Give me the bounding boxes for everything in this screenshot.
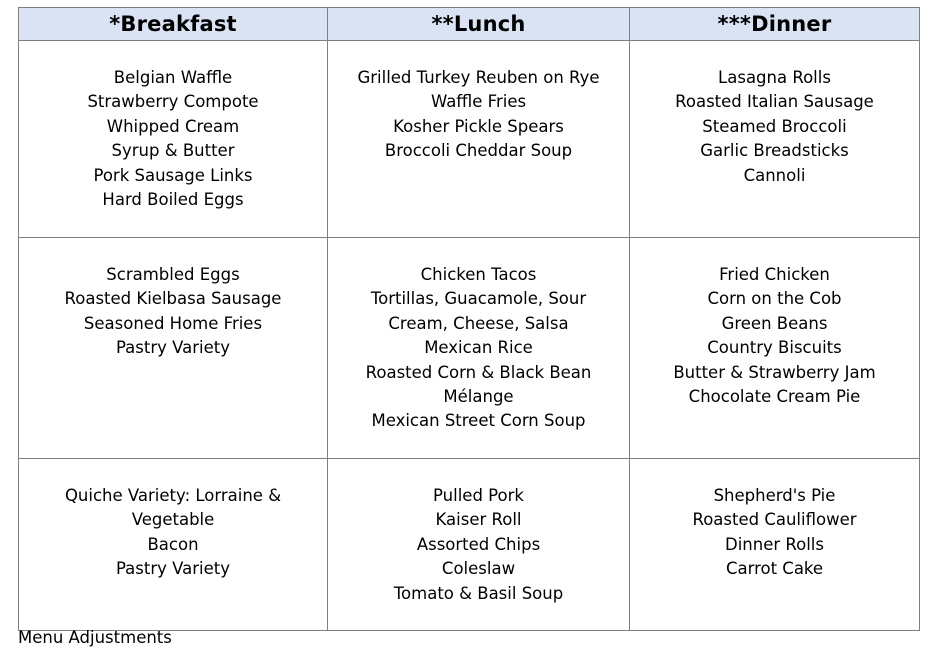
menu-table: [18, 7, 920, 631]
menu-item: Quiche Variety: Lorraine & Vegetable: [64, 486, 282, 530]
header-lunch: **Lunch: [328, 8, 630, 41]
menu-cell: [630, 41, 920, 238]
menu-item: Country Biscuits: [707, 338, 842, 358]
menu-item: Waffle Fries: [430, 92, 527, 112]
menu-item: Steamed Broccoli: [702, 116, 847, 136]
menu-item: Mexican Street Corn Soup: [371, 411, 586, 431]
menu-item-list: [53, 484, 293, 582]
menu-item: Syrup & Butter: [111, 141, 235, 161]
menu-item: Kaiser Roll: [435, 510, 522, 530]
menu-item: Corn on the Cob: [707, 289, 842, 309]
menu-item: Scrambled Eggs: [106, 265, 240, 284]
menu-item: Green Beans: [721, 313, 828, 333]
menu-item: Kosher Pickle Spears: [393, 116, 564, 136]
menu-item: Butter & Strawberry Jam: [673, 362, 876, 382]
menu-item-list: [354, 66, 604, 164]
menu-cell: [328, 41, 630, 238]
header-row: [19, 8, 920, 41]
menu-item-list: [660, 66, 890, 188]
menu-cell: [328, 459, 630, 631]
menu-item: Pulled Pork: [433, 486, 524, 505]
menu-item: Tortillas, Guacamole, Sour Cream, Cheese, Salsa: [370, 289, 587, 333]
menu-cell: [19, 459, 328, 631]
menu-item: Garlic Breadsticks: [700, 141, 849, 161]
menu-item: Strawberry Compote: [87, 92, 259, 112]
menu-cell: [630, 459, 920, 631]
menu-item: Whipped Cream: [106, 116, 240, 136]
menu-item: Pastry Variety: [115, 559, 231, 579]
menu-item: Tomato & Basil Soup: [393, 583, 564, 603]
menu-item-list: [354, 263, 604, 434]
menu-item: Fried Chicken: [719, 265, 830, 284]
header-dinner: ***Dinner: [630, 8, 920, 41]
menu-item: Roasted Italian Sausage: [675, 92, 874, 112]
menu-item: Grilled Turkey Reuben on Rye: [357, 68, 600, 87]
menu-item: Pork Sausage Links: [93, 165, 253, 185]
menu-cell: [19, 238, 328, 459]
table-row: [19, 41, 920, 238]
menu-item: Bacon: [147, 534, 199, 554]
menu-item: Mexican Rice: [424, 338, 533, 358]
menu-item: Broccoli Cheddar Soup: [384, 141, 573, 161]
menu-item: Hard Boiled Eggs: [102, 190, 244, 210]
header-breakfast: *Breakfast: [19, 8, 328, 41]
menu-item: Lasagna Rolls: [718, 68, 831, 87]
menu-item: Shepherd's Pie: [713, 486, 836, 505]
menu-item: Roasted Kielbasa Sausage: [64, 289, 282, 309]
menu-cell: [630, 238, 920, 459]
menu-item-list: [660, 484, 890, 582]
menu-cell: [19, 41, 328, 238]
menu-item: Roasted Corn & Black Bean Mélange: [365, 362, 592, 407]
menu-item: Assorted Chips: [416, 534, 541, 554]
menu-item: Carrot Cake: [725, 559, 824, 579]
menu-item: Seasoned Home Fries: [83, 313, 263, 333]
menu-item: Belgian Waffle: [113, 68, 233, 87]
table-row: [19, 459, 920, 631]
menu-item: Roasted Cauliflower: [692, 510, 857, 530]
menu-item: Chicken Tacos: [420, 265, 537, 284]
menu-item-list: [53, 66, 293, 212]
menu-item-list: [53, 263, 293, 361]
menu-item: Coleslaw: [441, 559, 516, 579]
menu-item-list: [354, 484, 604, 606]
menu-cell: [328, 238, 630, 459]
menu-item: Dinner Rolls: [725, 534, 824, 554]
table-row: [19, 238, 920, 459]
menu-item: Pastry Variety: [115, 338, 231, 358]
menu-item: Cannoli: [743, 165, 806, 185]
menu-item: Chocolate Cream Pie: [688, 387, 861, 407]
footer-note: Menu Adjustments: [18, 628, 172, 647]
menu-item-list: [660, 263, 890, 409]
